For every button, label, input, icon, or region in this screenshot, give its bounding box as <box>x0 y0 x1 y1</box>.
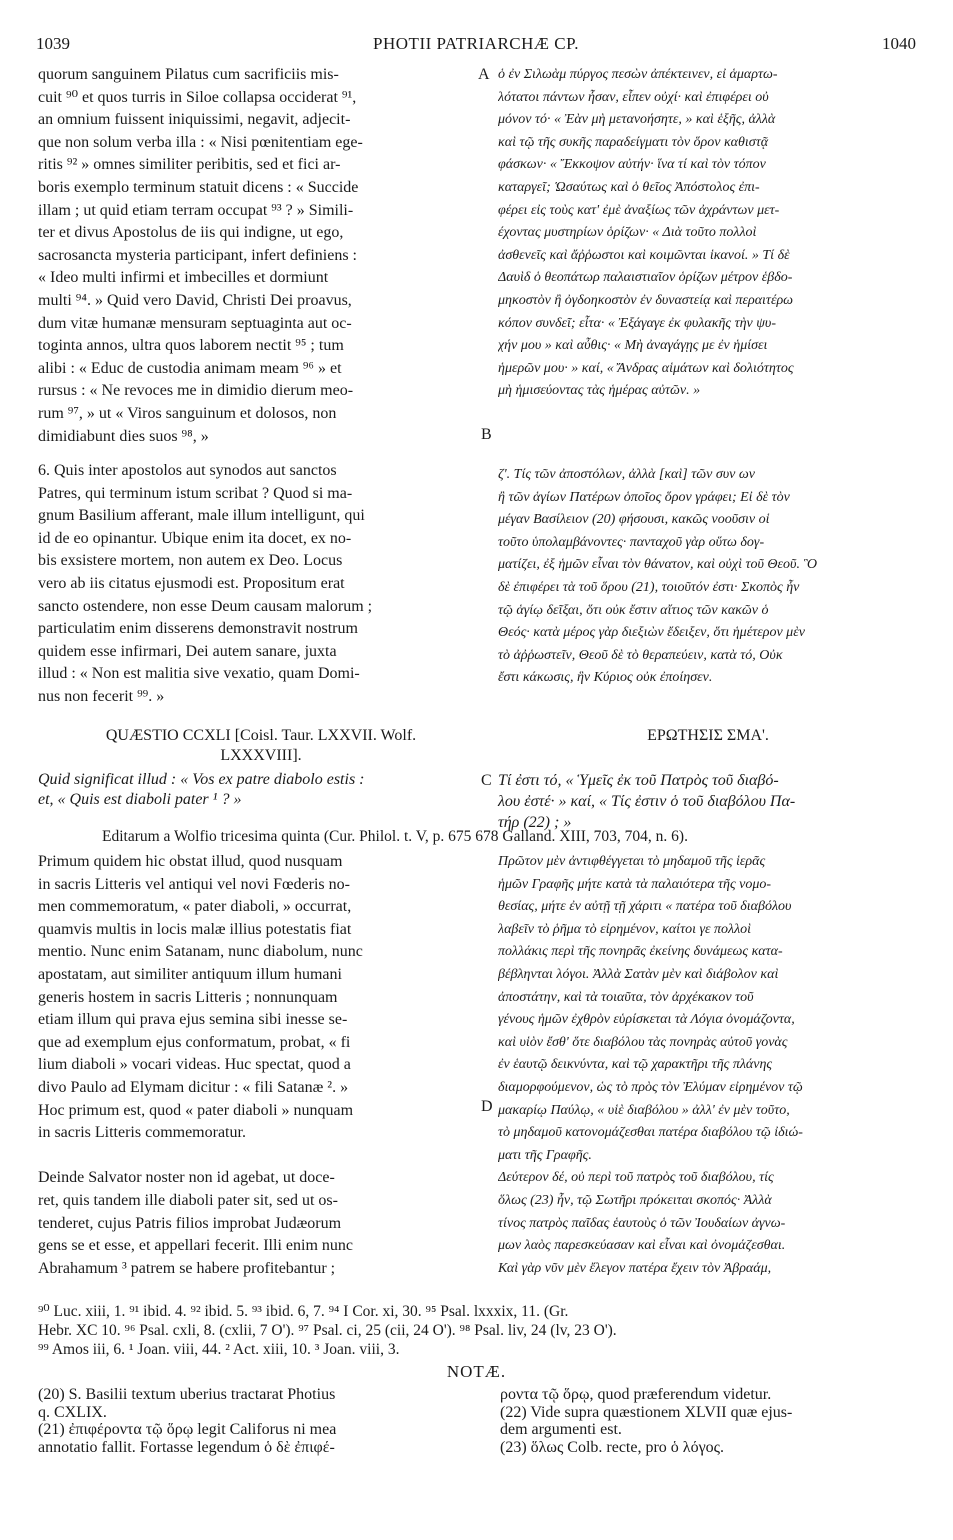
margin-marker-a: A <box>478 66 490 83</box>
page-header <box>36 34 916 58</box>
right-page-number: 1040 <box>882 34 916 53</box>
notes-left-column: (20) S. Basilii textum uberius tractarat Photius q. CXLIX. (21) ἐπιφέροντα τῷ ὅρῳ legit Califorus ni mea annotatio fallit. Fortasse legendum ὁ δὲ ἐπιφέ- <box>38 1386 337 1456</box>
notes-title: NOTÆ. <box>446 1362 507 1381</box>
greek-column-bottom: Πρῶτον μὲν ἀντιφθέγγεται τὸ μηδαμοῦ τῆς ἱερᾶς ἡμῶν Γραφῆς μήτε κατὰ τὰ παλαιότερα τῆς νομο- θεσίας, μήτε ἐν αὐτῇ τῇ χάριτι « πατέρα τοῦ διαβόλου λαβεῖν τὸ ῥῆμα τὸ εἰρημένον, καίτοι γε πολλοὶ πολλάκις περὶ τῆς πονηρᾶς ἐκείνης δυνάμεως κατα- βέβληνται λόγοι. Ἀλλὰ Σατὰν μὲν καὶ διάβολον καὶ ἀποστάτην, καὶ τὰ τοιαῦτα, τὸν ἀρχέκακον τοῦ γένους ἡμῶν ἐχθρὸν εὑρίσκεται τὰ Λόγια ὀνομάζοντα, καὶ υἱὸν ἔσθ' ὅτε διαβόλου τὰς πονηρὰς αὐτοῦ γονὰς ἐν ἑαυτῷ δεικνύντα, καὶ τῷ χαρακτῆρι τῆς πλάνης διαμορφούμενον, ὡς τὸ πρὸς τὸν Ἐλύμαν εἰρημένον τῷ μακαρίῳ Παύλῳ, « υἱὲ διαβόλου » ἀλλ' ἐν μὲν τοῦτο, τὸ μηδαμοῦ κατονομάζεσθαι πατέρα διαβόλου τῷ ἰδιώ- ματι τῆς Γραφῆς. Δεύτερον δέ, οὐ περὶ τοῦ πατρὸς τοῦ διαβόλου, τίς ὅλως (23) ἦν, τῷ Σωτῆρι πρόκειται σκοπός· Ἀλλὰ τίνος πατρὸς παῖδας ἑαυτοὺς ὁ τῶν Ἰουδαίων ἀγνω- μων λαὸς παρεσκεύασαν καὶ εἶναι καὶ ὀνομάζεσθαι. Καὶ γὰρ νῦν μὲν ἔλεγον πατέρα ἔχειν τὸν Ἀβραάμ, <box>498 854 803 1276</box>
latin-column-mid: 6. Quis inter apostolos aut synodos aut sanctos Patres, qui terminum istum scribat ? Quod si ma- gnum Basilium afferant, male illum intelligunt, qui id de eo opinantur. Ubique enim ita docet, ex no- bis exsistere mortem, non autem ex Deo. Locus vero ab iis citatus ejusmodi est. Propositum erat sancto ostendere, non esse Deum causam malorum ; particulatim enim disserens demonstravit nostrum quidem esse infirmari, Dei autem sanare, juxta illud : « Non est malitia sive vexatio, quam Domi- nus non fecerit ⁹⁹. » <box>38 462 373 705</box>
question-subject-latin: Quid significat illud : « Vos ex patre diabolo estis : et, « Quis est diaboli pater ¹ ? » <box>38 771 365 808</box>
question-heading-greek: ΕΡΩΤΗΣΙΣ ΣΜΑ'. <box>647 727 769 744</box>
running-title: PHOTII PATRIARCHÆ CP. <box>373 34 579 53</box>
margin-marker-d: D <box>481 1098 493 1115</box>
editorial-note: Editarum a Wolfio tricesima quinta (Cur. Philol. t. V, p. 675 678 Galland. XIII, 703, 704, n. 6). <box>102 828 688 845</box>
greek-column-top: ὁ ἐν Σιλωὰμ πύργος πεσὼν ἀπέκτεινεν, εἰ ἁμαρτω- λότατοι πάντων ἦσαν, εἶπεν οὐχί· καὶ ἐπιφέρει οὐ μόνον τό· « Ἐὰν μὴ μετανοήσητε, » καὶ ἑξῆς, ἀλλὰ καὶ τῷ τῆς συκῆς παραδείγματι τὸν ὅρον καθιστᾷ φάσκων· « Ἔκκοψον αὐτήν· ἵνα τί καὶ τὸν τόπον καταργεῖ; Ὡσαύτως καὶ ὁ θεῖος Ἀπόστολος ἐπι- φέρει εἰς τοὺς κατ' ἐμὲ ἀναξίως τῶν ἀχράντων μετ- έχοντας μυστηρίων ὁρίζων· « Διὰ τοῦτο πολλοὶ ἀσθενεῖς καὶ ἄῤῥωστοι καὶ κοιμῶνται ἱκανοί. » Τί δὲ Δαυὶδ ὁ θεοπάτωρ παλαιστιαῖον ὁρίζων μέτρον ἑβδο- μηκοστὸν ἢ ὀγδοηκοστὸν ἐν δυναστείᾳ καὶ περαιτέρω κόπον συνδεῖ; εἶτα· « Ἐξάγαγε ἐκ φυλακῆς τὴν ψυ- χήν μου » καὶ αὖθις· « Μὴ ἀναγάγῃς με ἐν ἡμίσει ἡμερῶν μου· » καί, « Ἄνδρας αἱμάτων καὶ δολιότητος μὴ ἡμισεύοντας τὰς ἡμέρας αὐτῶν. » <box>498 67 794 399</box>
notes-right-column: ροντα τῷ ὅρῳ, quod præferendum videtur. (22) Vide supra quæstionem XLVII quæ ejus- dem argumenti est. (23) ὅλως Colb. recte, pro ὁ λόγος. <box>500 1386 793 1456</box>
left-page-number: 1039 <box>36 34 70 53</box>
question-heading-latin: QUÆSTIO CCXLI [Coisl. Taur. LXXVII. Wolf. LXXXVIII]. <box>105 727 417 764</box>
greek-column-mid: ζ'. Τίς τῶν ἀποστόλων, ἀλλὰ [καὶ] τῶν συν ων ἢ τῶν ἁγίων Πατέρων ὁποῖος ὅρον γράφει; Εἰ δὲ τὸν μέγαν Βασίλειον (20) φήσουσι, κακῶς νοοῦσιν οἱ τοῦτο ὑπολαμβάνοντες· πανταχοῦ γὰρ οὕτω δογ- ματίζει, ἐξ ἡμῶν εἶναι τὸν θάνατον, καὶ οὐχὶ τοῦ Θεοῦ. Ὃ δὲ ἐπιφέρει τὰ τοῦ ὅρου (21), τοιοῦτόν ἐστι· Σκοπὸς ἦν τῷ ἁγίῳ δεῖξαι, ὅτι οὐκ ἔστιν αἴτιος τῶν κακῶν ὁ Θεός· κατὰ μέρος γὰρ διεξιὼν ἔδειξεν, ὅτι ἡμέτερον μὲν τὸ ἀῤῥωστεῖν, Θεοῦ δὲ τὸ θεραπεύειν, κατὰ τό, Οὐκ ἔστι κάκωσις, ἣν Κύριος οὐκ ἐποίησεν. <box>498 467 817 686</box>
margin-marker-b: B <box>481 426 492 443</box>
latin-column-bottom: Primum quidem hic obstat illud, quod nusquam in sacris Litteris vel antiqui vel novi Fœderis no- men commemoratum, « pater diaboli, » occurrat, quamvis multis in locis malæ illius potestatis fiat mentio. Nunc enim Satanam, nunc diabolum, nunc apostatam, aut similiter antiquum illum humani generis hostem in sacris Litteris ; nonnunquam etiam illum qui prava ejus semina sibi inesse se- que ad exemplum ejus conformatum, probat, « fi lium diaboli » vocari videas. Huc spectat, quod a divo Paulo ad Elymam dicitur : « fili Satanæ ². » Hoc primum est, quod « pater diaboli » nunquam in sacris Litteris commemoratur. Deinde Salvator noster non id agebat, ut doce- ret, quis tandem ille diaboli pater sit, sed ut os- tenderet, cujus Patris filios improbat Judæorum gens se et esse, et appellari fecerit. Illi enim nunc Abrahamum ³ patrem se habere profitebantur ; <box>38 853 363 1277</box>
question-subject-greek: Τί ἐστι τό, « Ὑμεῖς ἐκ τοῦ Πατρὸς τοῦ διαβό- λου ἐστέ· » καί, « Τίς ἐστιν ὁ τοῦ διαβόλου Πα- τήρ (22) ; » <box>498 772 796 831</box>
footnotes: ⁹⁰ Luc. xiii, 1. ⁹¹ ibid. 4. ⁹² ibid. 5. ⁹³ ibid. 6, 7. ⁹⁴ I Cor. xi, 30. ⁹⁵ Psal. lxxxix, 11. (Gr. Hebr. XC 10. ⁹⁶ Psal. cxli, 8. (cxlii, 7 O'). ⁹⁷ Psal. ci, 25 (cii, 24 O'). ⁹⁸ Psal. liv, 24 (lv, 23 O'). ⁹⁹ Amos iii, 6. ¹ Joan. viii, 44. ² Act. xiii, 10. ³ Joan. viii, 3. <box>38 1303 617 1358</box>
margin-marker-c: C <box>481 772 492 789</box>
latin-column-top: quorum sanguinem Pilatus cum sacrificiis mis- cuit ⁹⁰ et quos turris in Siloe collapsa occiderat ⁹¹, an omnium fuissent iniquissimi, negavit, adjecit- que non solum verba illa : « Nisi pœnitentiam ege- ritis ⁹² » omnes similiter peribitis, sed et fici ar- boris exemplo terminum statuit dicens : « Succide illam ; ut quid etiam terram occupat ⁹³ ? » Simili- ter et divus Apostolus de iis qui indigne, ut ego, sacrosancta mysteria participant, infert definiens : « Ideo multi infirmi et imbecilles et dormiunt multi ⁹⁴. » Quid vero David, Christi Dei proavus, dum vitæ humanæ mensuram septuaginta aut oc- toginta annos, ultra quos laborem nectit ⁹⁵ ; tum alibi : « Educ de custodia animam meam ⁹⁶ » et rursus : « Ne revoces me in dimidio dierum meo- rum ⁹⁷, » ut « Viros sanguinum et dolosos, non dimidiabunt dies suos ⁹⁸, » <box>38 66 363 445</box>
